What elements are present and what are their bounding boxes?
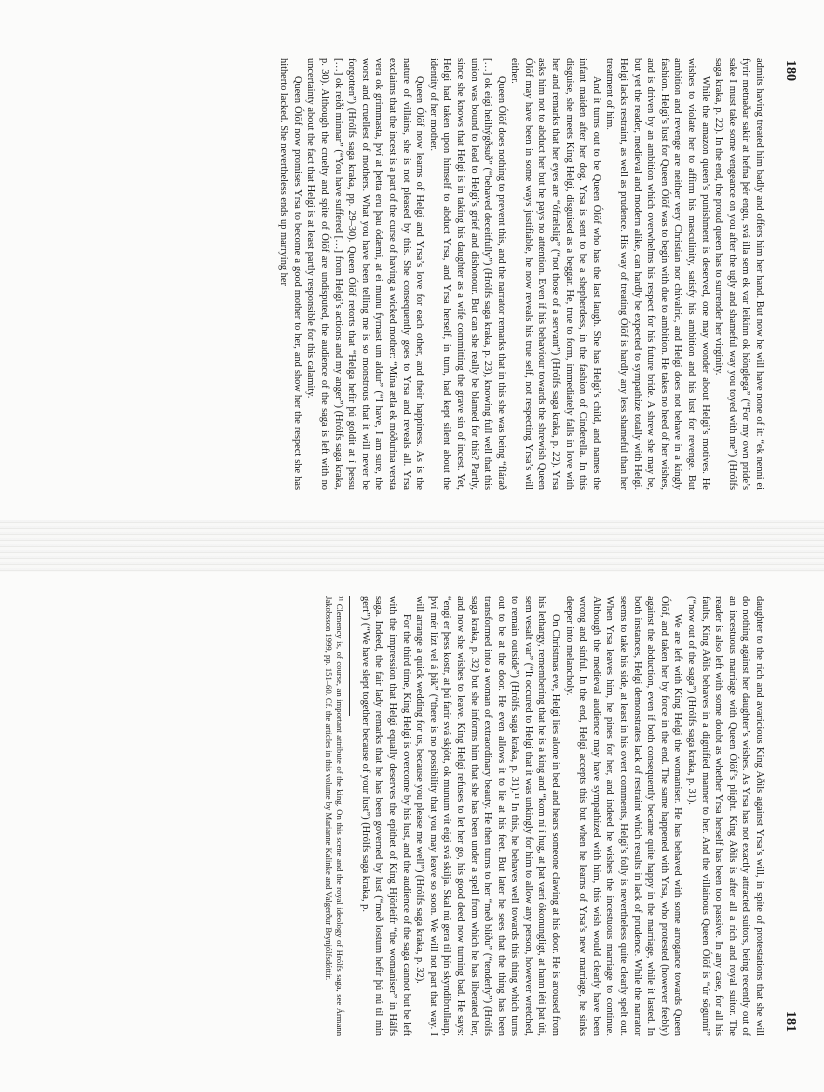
paragraph: Queen Ólöf does nothing to prevent this, and the narrator remarks that in this she was being “flárað […] ok eigi heilhýgðsuð” (“behaved deceitfully”) (Hrólfs saga kraka, p. 23), knowing full well that this union was bound to lead to Helgi’s grief and dishonour. But can she really be blamed for this? Partly, since she knows that Helgi is in taking his daughter as a wife committing the grave sin of incest. Yet, Helgi had taken upon himself to abduct Yrsa, and Yrsa herself, in turn, had kept silent about the identity of her mother. [427, 58, 507, 490]
footnote-divider [349, 596, 350, 716]
paragraph: And it turns out to be Queen Ólöf who has the last laugh. She has Helgi’s child, and names the infant maiden after her dog. Yrsa is sent to be a shepherdess, in the fashion of Cinderella. In this disguise, she meets King Helgi, disguised as a beggar. He, true to form, immediately falls in love with her and remarks that her eyes are “ófrælslig” (“not those of a servant”) (Hrólfs saga kraka, p. 22). Yrsa asks him not to abduct her but he pays no attention. Even if his behaviour towards the shrewish Queen Ólöf may have been in some ways justifiable, he now reveals his true self, not respecting Yrsa’s will either. [509, 58, 602, 490]
paragraph: Queen Ólöf now promises Yrsa to become a good mother to her, and show her the respect she has hitherto lacked. She nevertheless ends up marrying her [278, 58, 303, 490]
paragraph: Queen Ólöf now learns of Helgi and Yrsa’s love for each other, and their happiness. As is the nature of villains, she is not pleased by this. She consequently goes to Yrsa and reveals all. Yrsa exclaims that the incest is a part of the curse of having a wicked mother: “Mína ætla ek móðurina versta vera ok grimmasta, því at þetta eru þau ódæmi, at ei munu fyrnast um aldur” (“I have, I am sure, the worst and cruellest of mothers. What you have been telling me is so monstrous that it will never be forgotten”) (Hrólfs saga kraka, pp. 29–30). Queen Ólöf retorts that “Helga hefir þú goldit at í þessu […] ok reiði minnar” (“You have suffered […] from Helgi’s actions and my anger”) (Hrólfs saga kraka, p. 30). Although the cruelty and spite of Ólöf are undisputed, the audience of the saga is left with no uncertainty about the fact that Helgi is at least partly responsible for this calamity. [305, 58, 426, 490]
page-number-right: 181 [783, 1011, 798, 1032]
footnote: ¹¹ Clemency is, of course, an important attribute of the king. On this scene and the royal ideology of Hrólfs saga, see Ármann Jakobsson 1999, pp. 151–60. Cf. the articles in this volume by Marianne Kalinke and Valgerður Brynjólfsdóttir. [324, 596, 346, 1036]
page-number-left: 180 [783, 60, 798, 81]
right-page [0, 556, 824, 1092]
left-page [0, 0, 824, 536]
right-page-body [323, 596, 766, 1036]
paragraph: daughter to the rich and avaricious King Aðils against Yrsa’s will, in spite of protestations that she will do nothing against her daughter’s wishes. As Yrsa has not exactly attracted suitors, being recently out of an incestuous marriage with Queen Ólöf’s plight. King Aðils is after all a rich and royal suitor. The reader is also left with some doubt as whether Yrsa herself has been too passive. In any case, for all his faults, King Aðils behaves in a dignified manner to her. And the villainous Queen Ólöf is “úr sögunni” (“now out of the saga”) (Hrólfs saga kraka, p. 31). [686, 596, 765, 1036]
paragraph: While the amazon queen’s punishment is deserved, one may wonder about Helgi’s motives. He wishes to violate her to affirm his masculinity, satisfy his ambition and his lust for revenge. But ambition and revenge are neither very Christian nor chivalric, and Helgi does not behave in a kingly fashion. Helgi’s lust for Queen Ólöf was to begin with due to ambition. He takes no heed of her wishes, and is driven by an ambition which overwhelms his respect for his future bride. A shrew she may be, but yet the reader, medieval and modern alike, can hardly be expected to sympathize totally with Helgi. Helgi lacks restraint, as well as prudence. His way of treating Ólöf is hardly any less shameful than her treatment of him. [604, 58, 711, 490]
paragraph: On Christmas eve, Helgi lies alone in bed and hears someone clawing at his door. He is aroused from his lethargy, remembering that he is a king and “kom ní í hug, at þat væri ókonungligt, at hann léti þat úti, sem vesalt var” (“It occured to Helgi that it was unkingly for him to allow any person, however wretched, to remain outside”) (Hrólfs saga kraka, p. 31).¹¹ In this, he behaves well towards this thing which turns out to be at the door. He even allows it to lie at his feet. But later he sees that the thing has been transformed into a woman of extraordinary beauty. He then turns to her “með blíðu” (“tenderly”) (Hrólfs saga kraka, p. 32) but she informs him that she has been under a spell from which he has liberated her, and now she wishes to leave. King Helgi refuses to let her go, his good deed now turning bad. He says: “engi er þess kostr, at þú farir svá skjótt, ok munum vit eigi svá skilja. Skal nú gera til þín skyndibrullaup, því mér lízt vel á þik” (“there is no possibility that you may leave so soon. We will not part that way. I will arrange a quick wedding for us, because you please me well”) (Hrólfs saga kraka, p. 32). [414, 596, 562, 1036]
paragraph: We are left with King Helgi the womaniser. He has behaved with some arrogance towards Queen Ólöf, and taken her by force in the end. The same happened with Yrsa, who protested (however feebly) against the abduction, even if both consequently became quite happy in the marriage, while it lasted. In both instances, Helgi demonstrates lack of restraint which results in lack of prudence. While the narrator seems to take his side, at least in his overt comments, Helgi’s folly is nevertheless quite clearly spelt out. When Yrsa leaves him, he pines for her, and indeed he wishes the incestuous marriage to continue. Although the medieval audience may have sympathized with him, this wish would clearly have been wrong and sinful. In the end, Helgi accepts this but when he learns of Yrsa’s new marriage, he sinks deeper into melancholy. [563, 596, 684, 1036]
paragraph: For the third time, King Helgi is overcome by his lust, and the audience of the saga cannot but be left with the impression that Helgi equally deserves the epithet of King Hjörleifr “the womaniser” in Hálfs saga. Indeed, the fair lady remarks that he has been governed by lust (“með lostum hefir þú nú til min gert”) (“We have slept together because of your lust”) (Hrólfs saga kraka, p. [359, 596, 412, 1036]
paragraph: admits having treated him badly and offers him her hand. But now he will have none of it: “ek nenni ei fyrir metnaðar sakir at hefna þér engu, svá illa sem ek var leikinn ok hönglega” (“For my own pride’s sake I must take some vengeance on you after the ugly and shameful way you toyed with me”) (Hrólfs saga kraka, p. 22). In the end, the proud queen has to surrender her virginity. [713, 58, 765, 490]
left-page-body [277, 58, 766, 490]
